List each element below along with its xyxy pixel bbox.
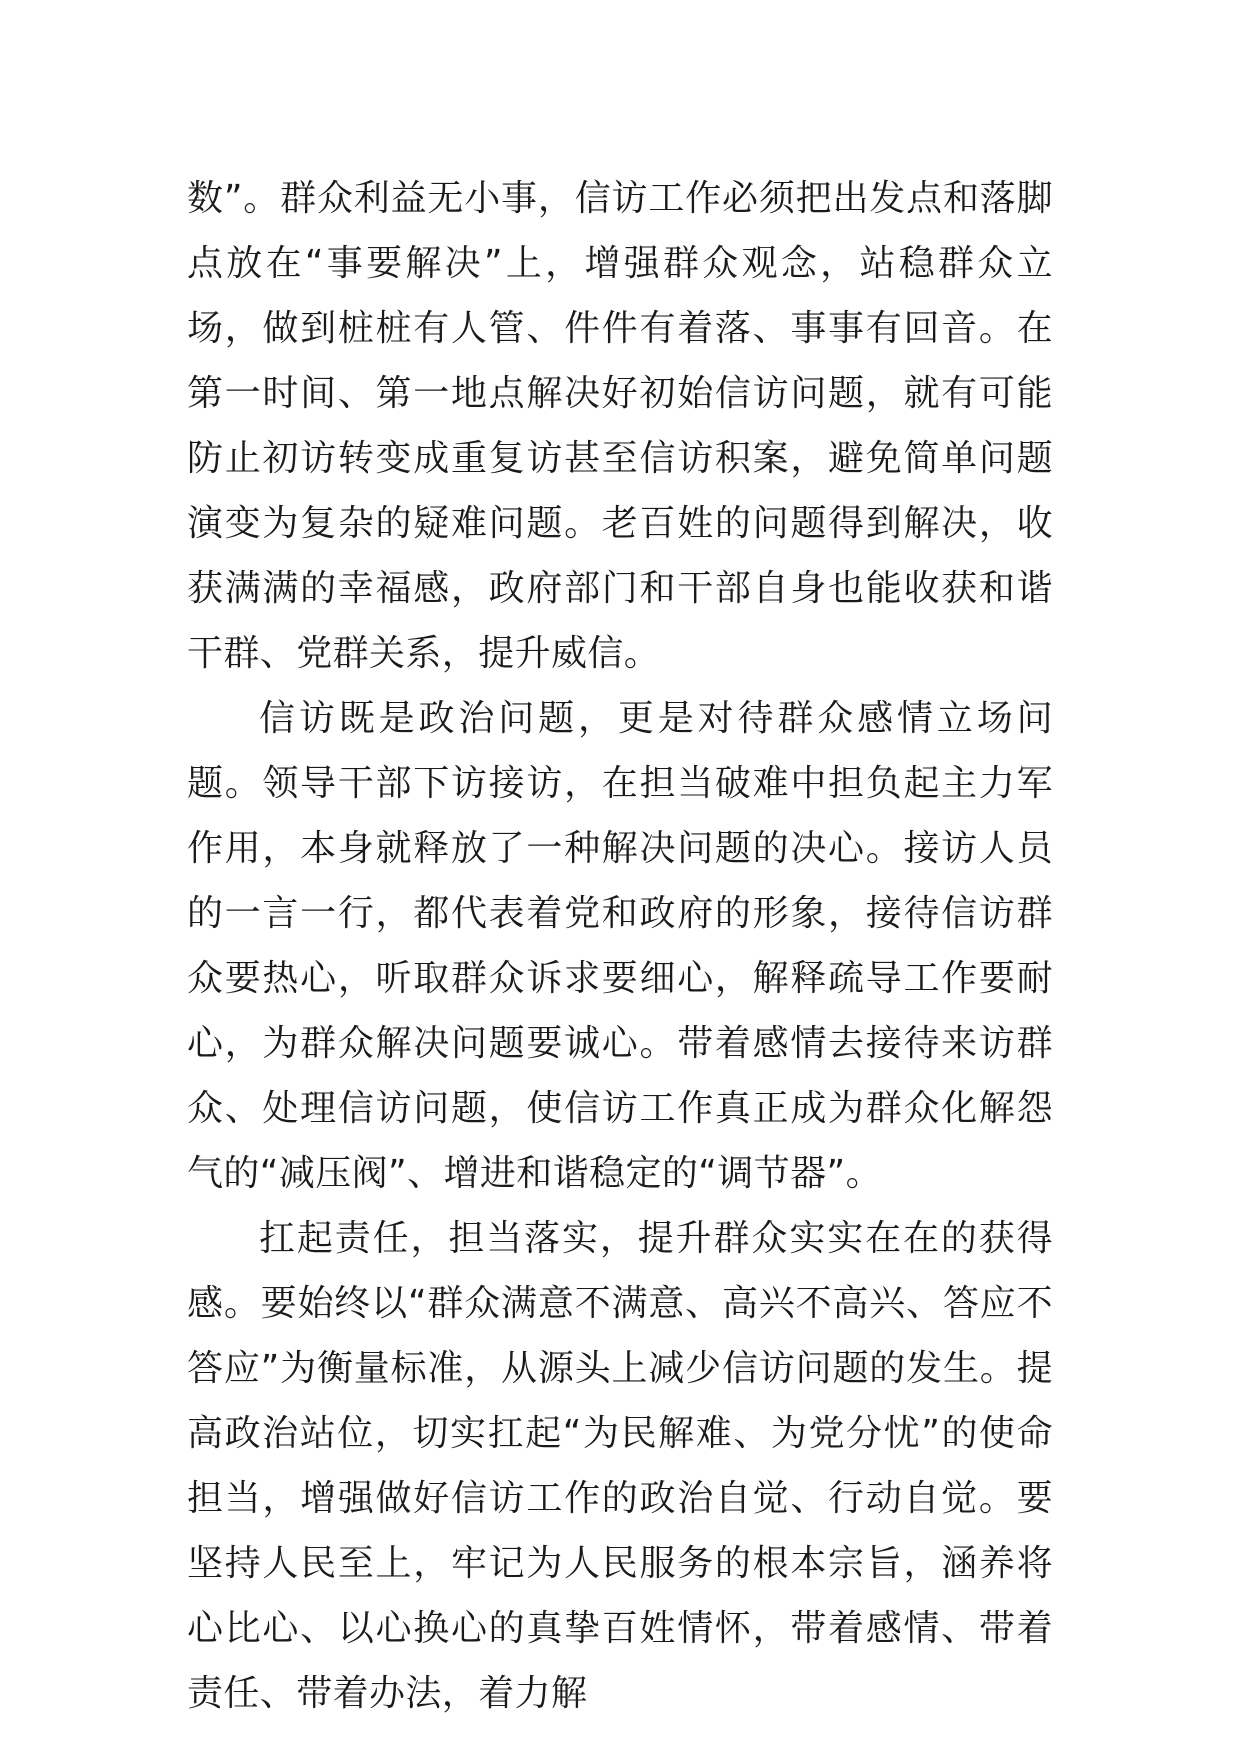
paragraph-2: 信访既是政治问题，更是对待群众感情立场问题。领导干部下访接访，在担当破难中担负起主力军作用，本身就释放了一种解决问题的决心。接访人员的一言一行，都代表着党和政府的形象，接待信访群众要热心，听取群众诉求要细心，解释疏导工作要耐心，为群众解决问题要诚心。带着感情去接待来访群众、处理信访问题，使信访工作真正成为群众化解怨气的“减压阀”、增进和谐稳定的“调节器”。	[187, 698, 1053, 1194]
document-body	[187, 166, 1053, 1726]
paragraph-1: 数”。群众利益无小事，信访工作必须把出发点和落脚点放在“事要解决”上，增强群众观念，站稳群众立场，做到桩桩有人管、件件有着落、事事有回音。在第一时间、第一地点解决好初始信访问题，就有可能防止初访转变成重复访甚至信访积案，避免简单问题演变为复杂的疑难问题。老百姓的问题得到解决，收获满满的幸福感，政府部门和干部自身也能收获和谐干群、党群关系，提升威信。	[187, 178, 1053, 674]
paragraph-3: 扛起责任，担当落实，提升群众实实在在的获得感。要始终以“群众满意不满意、高兴不高兴、答应不答应”为衡量标准，从源头上减少信访问题的发生。提高政治站位，切实扛起“为民解难、为党分忧”的使命担当，增强做好信访工作的政治自觉、行动自觉。要坚持人民至上，牢记为人民服务的根本宗旨，涵养将心比心、以心换心的真挚百姓情怀，带着感情、带着责任、带着办法，着力解	[187, 1218, 1053, 1714]
